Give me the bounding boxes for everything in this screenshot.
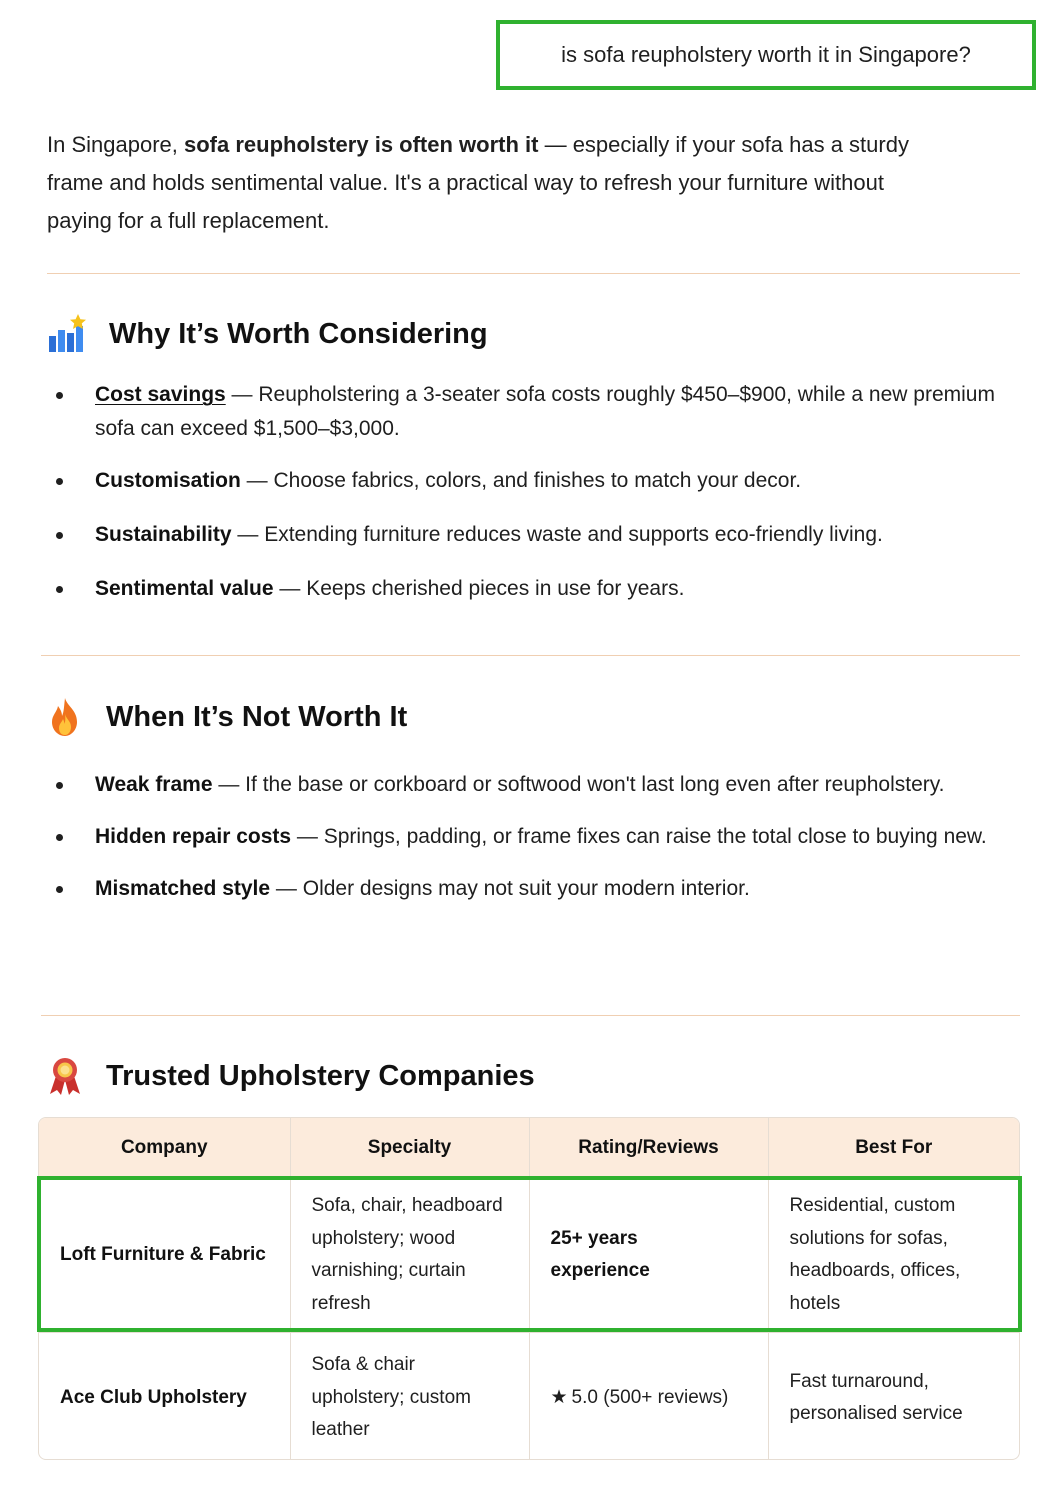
fire-icon xyxy=(47,697,87,737)
section-title-worth: Why It’s Worth Considering xyxy=(109,317,488,350)
list-item xyxy=(47,820,1007,854)
company-specialty: Sofa, chair, headboard upholstery; wood varnishing; curtain refresh xyxy=(290,1178,529,1333)
divider xyxy=(41,1015,1020,1016)
company-rating-cell xyxy=(529,1333,768,1461)
section-title-not-worth: When It’s Not Worth It xyxy=(106,700,408,733)
list-item-term: Hidden repair costs xyxy=(95,825,292,848)
table-row xyxy=(39,1178,1019,1333)
section-heading-worth xyxy=(47,314,488,354)
company-best-for: Residential, custom solutions for sofas, headboards, offices, hotels xyxy=(789,1195,961,1314)
list-item-desc: — If the base or corkboard or softwood won't last long even after reupholstery. xyxy=(212,773,945,796)
column-header-specialty: Specialty xyxy=(290,1118,529,1178)
cost-savings-link[interactable]: Cost savings xyxy=(95,383,226,406)
list-item xyxy=(47,378,1007,446)
user-query-box xyxy=(496,20,1036,90)
list-item-term: Mismatched style xyxy=(95,877,271,900)
company-rating: 5.0 (500+ reviews) xyxy=(571,1386,729,1408)
list-item xyxy=(47,464,1007,498)
companies-table xyxy=(38,1117,1020,1460)
not-worth-list xyxy=(47,768,1007,906)
intro-paragraph xyxy=(47,126,947,240)
column-header-rating: Rating/Reviews xyxy=(529,1118,768,1178)
worth-list xyxy=(47,378,1007,606)
column-header-company: Company xyxy=(39,1118,290,1178)
list-item-desc: — Springs, padding, or frame fixes can raise the total close to buying new. xyxy=(291,825,987,848)
column-header-best-for: Best For xyxy=(768,1118,1019,1178)
list-item xyxy=(47,518,1007,552)
list-item xyxy=(47,572,1007,606)
company-name: Ace Club Upholstery xyxy=(39,1333,290,1461)
section-title-companies: Trusted Upholstery Companies xyxy=(106,1059,535,1092)
divider xyxy=(47,273,1020,274)
intro-prefix: In Singapore, xyxy=(47,132,184,157)
intro-suffix: — especially if your sofa has a sturdy frame and holds sentimental value. It's a practical way to refresh your furniture without paying for a full replacement. xyxy=(47,132,909,233)
divider xyxy=(41,655,1020,656)
list-item-desc: — Extending furniture reduces waste and supports eco-friendly living. xyxy=(231,523,883,546)
company-rating: 25+ years experience xyxy=(529,1178,768,1333)
list-item-term: Sentimental value xyxy=(95,577,274,600)
section-heading-not-worth xyxy=(47,697,407,737)
list-item-term: Sustainability xyxy=(95,523,232,546)
table-row xyxy=(39,1333,1019,1461)
company-name: Loft Furniture & Fabric xyxy=(39,1178,290,1333)
user-query-text: is sofa reupholstery worth it in Singapore? xyxy=(561,42,971,67)
list-item-term: Weak frame xyxy=(95,773,213,796)
list-item xyxy=(47,872,1007,906)
section-heading-companies xyxy=(47,1056,535,1096)
company-best-for: Fast turnaround, personalised service xyxy=(768,1333,1019,1461)
intro-bold: sofa reupholstery is often worth it xyxy=(183,132,539,157)
list-item-desc: — Choose fabrics, colors, and finishes to match your decor. xyxy=(240,469,802,492)
bar-chart-star-icon xyxy=(47,314,87,354)
list-item-desc: — Older designs may not suit your modern interior. xyxy=(270,877,750,900)
star-icon: ★ xyxy=(550,1386,568,1408)
list-item-term: Customisation xyxy=(95,469,241,492)
list-item-desc: — Keeps cherished pieces in use for years. xyxy=(273,577,685,600)
company-specialty: Sofa & chair upholstery; custom leather xyxy=(290,1333,529,1461)
list-item-desc: — Reupholstering a 3-seater sofa costs roughly $450–$900, while a new premium sofa can exceed $1,500–$3,000. xyxy=(95,383,995,440)
award-ribbon-icon xyxy=(47,1056,87,1096)
list-item xyxy=(47,768,1007,802)
table-header-row xyxy=(39,1118,1019,1178)
